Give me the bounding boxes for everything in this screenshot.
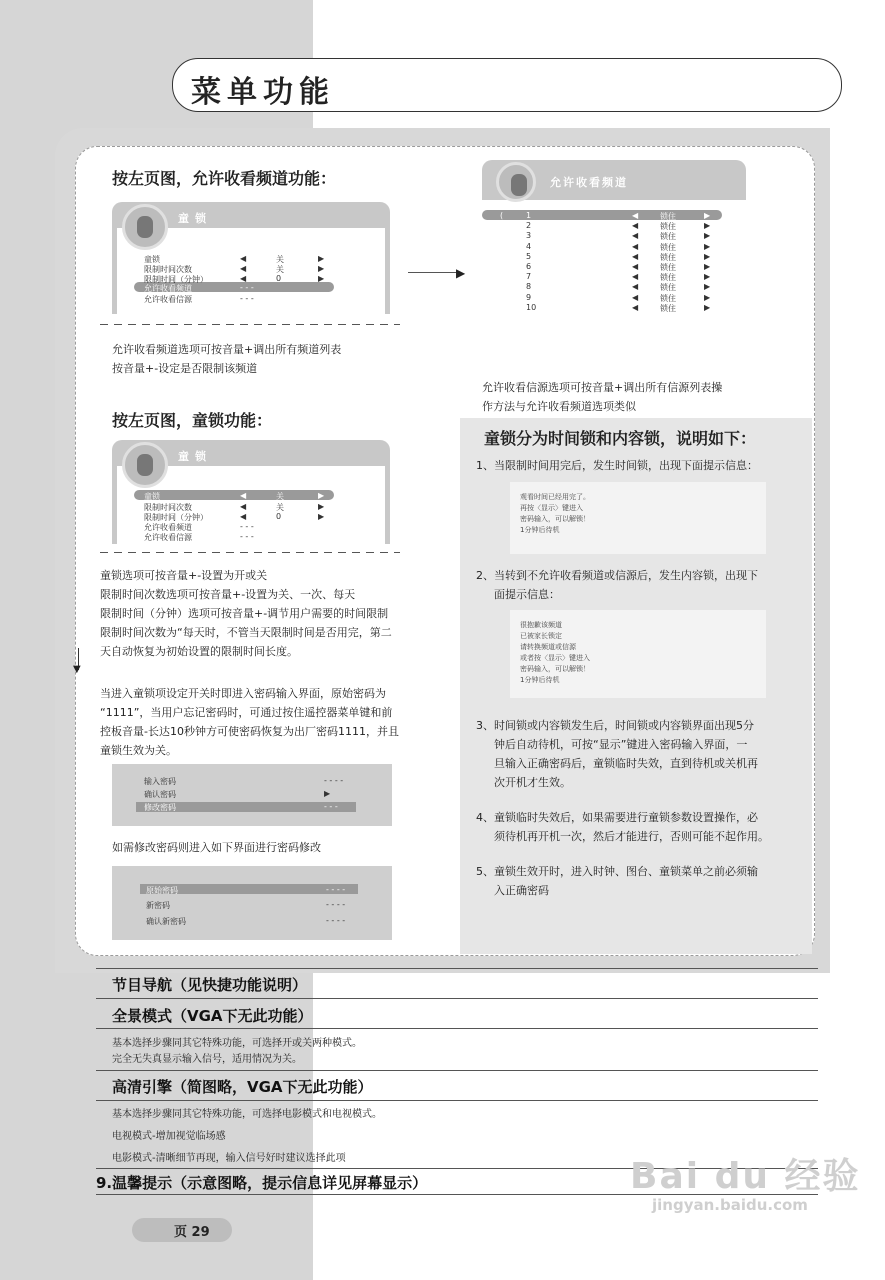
page-number-badge <box>132 1218 232 1242</box>
menu-row: 输入密码 - - - - <box>144 776 344 786</box>
item-5: 5、童锁生效开时，进入时钟、图台、童锁菜单之前必须输 入正确密码 <box>476 865 758 897</box>
hd-engine-text: 基本选择步骤同其它特殊功能，可选择电影模式和电视模式。 电视模式-增加视觉临场感 电影模式-清晰细节再现，输入信号好时建议选择此项 <box>112 1109 382 1164</box>
menu-row: 新密码 - - - - <box>146 900 346 910</box>
watermark-brand: Bai du 经验 <box>630 1156 861 1197</box>
page-title: 菜单功能 <box>191 75 335 110</box>
menu-allowed-channels: 允许收看频道 ( 1 ◀ 锁住 ▶ 2 ◀ 锁住 ▶ 3 ◀ 锁住 ▶ 4 ◀ 锁住 ▶ 5 ◀ 锁住 ▶ 6 ◀ 锁住 ▶ 7 ◀ 锁住 ▶ 8 ◀ 锁住 ▶ 9 ◀ 锁住 ▶ 10 ◀ 锁住 ▶ <box>482 160 746 372</box>
watermark-url: jingyan.baidu.com <box>652 1196 808 1214</box>
section-hd-engine: 高清引擎（简图略，VGA下无此功能） <box>112 1078 373 1096</box>
menu-row-selected: 童锁 ◀ 关 ▶ <box>144 491 325 501</box>
panorama-text: 基本选择步骤同其它特殊功能，可选择开或关两种模式。 完全无失真显示输入信号，适用情况为关。 <box>112 1038 362 1065</box>
menu-title: 童锁 <box>178 450 212 463</box>
menu-row: 允许收看频道 - - - <box>144 522 254 532</box>
paragraph-allowed-channels: 允许收看频道选项可按音量+调出所有频道列表 按音量+-设定是否限制该频道 <box>112 343 342 375</box>
menu-row: 限制时间次数 ◀ 关 ▶ <box>144 264 325 274</box>
menu-row: 限制时间（分钟） ◀ 0 ▶ <box>144 512 325 522</box>
heading-allowed-channels: 按左页图，允许收看频道功能： <box>112 169 337 188</box>
paragraph-childlock: 童锁选项可按音量+-设置为开或关 限制时间次数选项可按音量+-设置为关、一次、每天 限制时间（分钟）选项可按音量+-调节用户需要的时间限制 限制时间次数为“每天时，不管当天限制时间是否用完，第二 天自动恢复为初始设置的限制时间长度。 <box>100 569 392 658</box>
arrow-right-icon: ▶ <box>456 266 466 280</box>
arrow-line <box>408 272 460 273</box>
lock-icon <box>496 162 536 202</box>
menu-change-password <box>112 866 392 940</box>
arrow-down-icon: ▼ <box>73 664 81 675</box>
menu-row: 确认密码 ▶ <box>144 789 331 799</box>
heading-lock-types: 童锁分为时间锁和内容锁，说明如下： <box>484 429 757 448</box>
menu-highlight <box>482 210 722 220</box>
paragraph-password: 当进入童锁项设定开关时即进入密码输入界面，原始密码为 “1111”，当用户忘记密码时，可通过按住遥控器菜单键和前 控板音量-长达10秒钟方可使密码恢复为出厂密码1111，并且 童锁生效为关。 <box>100 687 399 757</box>
menu-row: 允许收看信源 - - - <box>144 294 254 304</box>
divider <box>96 998 818 999</box>
item-1: 1、当限制时间用完后，发生时间锁，出现下面提示信息： <box>476 459 758 472</box>
item-2: 2、当转到不允许收看频道或信源后，发生内容锁，出现下 面提示信息： <box>476 569 758 601</box>
divider <box>96 1100 818 1101</box>
paragraph-allowed-sources: 允许收看信源选项可按音量+调出所有信源列表操 作方法与允许收看频道选项类似 <box>482 381 723 413</box>
divider <box>100 552 400 553</box>
page-number: 页 29 <box>174 1225 210 1240</box>
menu-childlock-1 <box>112 202 390 314</box>
divider <box>96 968 818 969</box>
heading-childlock: 按左页图，童锁功能： <box>112 411 273 430</box>
menu-row: 允许收看信源 - - - <box>144 532 254 542</box>
section-program-guide: 节目导航（见快捷功能说明） <box>112 976 308 994</box>
menu-childlock-2 <box>112 440 390 544</box>
menu-row: 童锁 ◀ 关 ▶ <box>144 254 325 264</box>
section-panorama: 全景模式（VGA下无此功能） <box>112 1007 313 1025</box>
menu-password <box>112 764 392 826</box>
lock-icon <box>122 442 168 488</box>
item-4: 4、童锁临时失效后，如果需要进行童锁参数设置操作，必 须待机再开机一次，然后才能进行，否则可能不起作用。 <box>476 811 769 843</box>
note-time-lock: 观看时间已经用完了。 再按〈显示〉键进入 密码输入，可以解锁！ 1分钟后待机 <box>510 482 766 554</box>
menu-row: 限制时间（分钟） ◀ 0 ▶ <box>144 274 325 284</box>
menu-row: 确认新密码 - - - - <box>146 916 346 926</box>
section-tips: 9.温馨提示（示意图略，提示信息详见屏幕显示） <box>96 1174 428 1192</box>
divider <box>96 1028 818 1029</box>
divider <box>100 324 400 325</box>
menu-row: 限制时间次数 ◀ 关 ▶ <box>144 502 325 512</box>
item-3: 3、时间锁或内容锁发生后，时间锁或内容锁界面出现5分 钟后自动待机，可按“显示”键进入密码输入界面，一 旦输入正确密码后，童锁临时失效，直到待机或关机再 次开机才生效。 <box>476 719 758 789</box>
divider <box>96 1070 818 1071</box>
paragraph-change-password: 如需修改密码则进入如下界面进行密码修改 <box>112 841 321 854</box>
lock-icon <box>122 204 168 250</box>
menu-row-selected: 原始密码 - - - - <box>146 885 346 895</box>
menu-row-selected: 允许收看频道 - - - <box>144 283 254 293</box>
menu-title: 童锁 <box>178 212 212 225</box>
menu-row-selected: 修改密码 - - - <box>144 802 338 812</box>
menu-highlight <box>134 490 334 500</box>
note-content-lock: 很抱歉该频道 已被家长锁定 请转换频道或信源 或者按〈显示〉键进入 密码输入，可以解锁！ 1分钟后待机 <box>510 610 766 698</box>
page-title-box <box>172 58 842 112</box>
menu-title: 允许收看频道 <box>550 176 628 189</box>
